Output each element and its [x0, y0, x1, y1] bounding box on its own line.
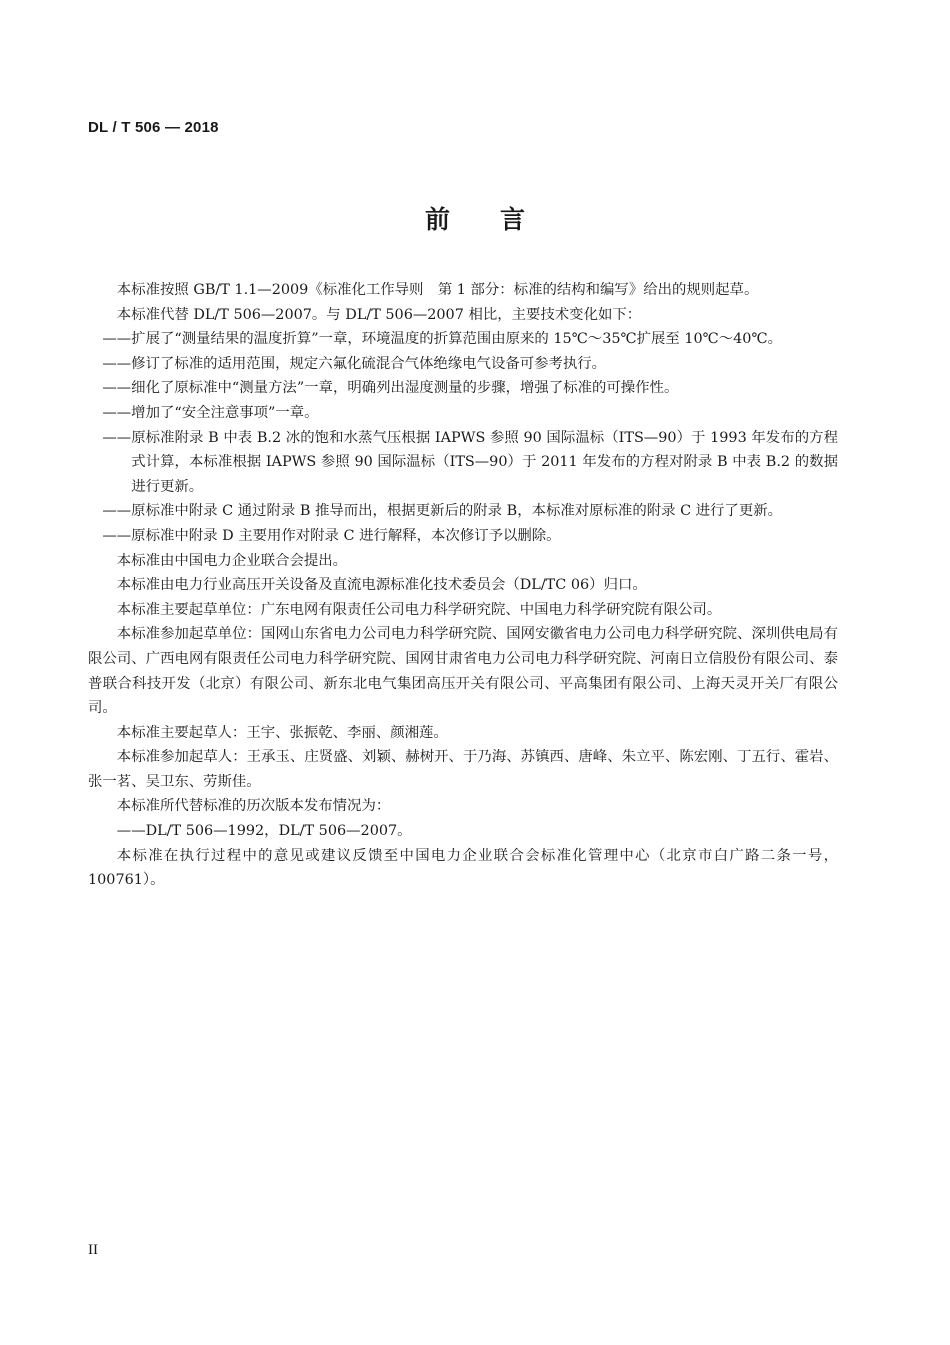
change-item: ——扩展了“测量结果的温度折算”一章，环境温度的折算范围由原来的 15℃～35℃扩展至 10℃～40℃。 — [102, 331, 782, 348]
paragraph: 本标准由电力行业高压开关设备及直流电源标准化技术委员会（DL/TC 06）归口。 — [116, 577, 647, 594]
page-title: 前 言 — [424, 205, 525, 234]
change-item: ——细化了原标准中“测量方法”一章，明确列出湿度测量的步骤，增强了标准的可操作性。 — [102, 380, 679, 397]
change-item: ——增加了“安全注意事项”一章。 — [102, 404, 319, 421]
version-history-item: ——DL/T 506—1992，DL/T 506—2007。 — [116, 823, 412, 840]
paragraph: 本标准主要起草人：王宇、张振乾、李丽、颜湘莲。 — [116, 724, 448, 741]
change-item: ——原标准中附录 D 主要用作对附录 C 进行解释，本次修订予以删除。 — [102, 527, 561, 544]
paragraph: 本标准参加起草单位：国网山东省电力公司电力科学研究院、国网安徽省电力公司电力科学研究院、深圳供电局有限公司、广西电网有限责任公司电力科学研究院、国网甘肃省电力公司电力科学研究院、河南日立信股份有限公司、泰普联合科技开发（北京）有限公司、新东北电气集团高压开关有限公司、平高集团有限公司、上海天灵开关厂有限公司。 — [88, 626, 838, 717]
change-item: ——原标准附录 B 中表 B.2 冰的饱和水蒸气压根据 IAPWS 参照 90 国际温标（ITS—90）于 1993 年发布的方程式计算，本标准根据 IAPWS 参照 90 国际温标（ITS—90）于 2011 年发布的方程对附录 B 中表 B.2 的数据进行更新。 — [102, 429, 838, 495]
paragraph: 本标准所代替标准的历次版本发布情况为： — [116, 798, 391, 815]
paragraph: 本标准代替 DL/T 506—2007。与 DL/T 506—2007 相比，主要技术变化如下： — [116, 306, 642, 323]
document-code: DL / T 506 — 2018 — [88, 119, 219, 136]
paragraph: 本标准由中国电力企业联合会提出。 — [116, 552, 348, 569]
change-item: ——原标准中附录 C 通过附录 B 推导而出，根据更新后的附录 B，本标准对原标准的附录 C 进行了更新。 — [102, 503, 782, 520]
paragraph: 本标准在执行过程中的意见或建议反馈至中国电力企业联合会标准化管理中心（北京市白广路二条一号，100761）。 — [88, 847, 838, 889]
paragraph: 本标准按照 GB/T 1.1—2009《标准化工作导则 第 1 部分：标准的结构和编写》给出的规则起草。 — [116, 282, 759, 298]
paragraph: 本标准参加起草人：王承玉、庄贤盛、刘颖、赫树开、于乃海、苏镇西、唐峰、朱立平、陈宏刚、丁五行、霍岩、张一茗、吴卫东、劳斯佳。 — [88, 749, 838, 790]
foreword-body — [88, 278, 838, 893]
change-item: ——修订了标准的适用范围，规定六氟化硫混合气体绝缘电气设备可参考执行。 — [102, 355, 607, 372]
paragraph: 本标准主要起草单位：广东电网有限责任公司电力科学研究院、中国电力科学研究院有限公司。 — [116, 601, 722, 618]
page-number: II — [88, 1242, 98, 1258]
